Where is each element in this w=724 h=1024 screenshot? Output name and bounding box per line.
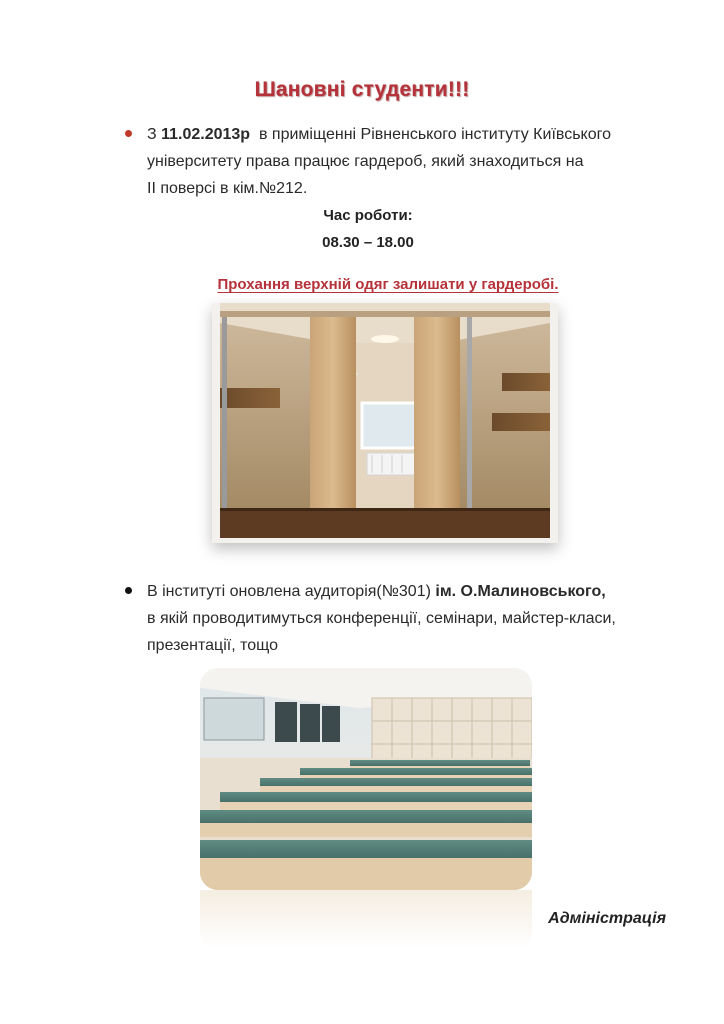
announcement-1-line-3: ІІ поверсі в кім.№212.: [147, 180, 308, 197]
auditorium-photo: [200, 668, 532, 890]
hours-label: Час роботи:: [323, 207, 413, 224]
announcement-1-line-1-rest: в приміщенні Рівненського інституту Київського: [250, 126, 611, 143]
announcement-2-line-1-start: В інституті оновлена аудиторія(№301): [147, 583, 436, 600]
announcement-1-prefix: З: [147, 126, 162, 143]
auditorium-photo-image: [200, 668, 532, 890]
announcement-2-line-2: в якій проводитимуться конференції, семінари, майстер-класи,: [147, 610, 616, 627]
announcement-2-line-3: презентації, тощо: [147, 637, 279, 654]
wardrobe-photo-image: [212, 303, 558, 543]
announcement-1-date: 11.02.2013р: [161, 126, 251, 143]
wardrobe-request: [0, 276, 724, 293]
bullet-1: [125, 130, 132, 137]
announcement-2-line-1: [147, 579, 687, 606]
announcement-2-line-1-bold: ім. О.Малиновського,: [435, 583, 606, 600]
page-title: Шановні студенти!!!: [254, 78, 470, 101]
announcement-1-line-1: [147, 122, 687, 149]
wardrobe-photo: [212, 303, 558, 543]
wardrobe-request-text: Прохання верхній одяг залишати у гардеробі.: [217, 276, 559, 293]
hours-value: 08.30 – 18.00: [322, 234, 414, 251]
announcement-1-line-2: університету права працює гардероб, який знаходиться на: [147, 153, 584, 170]
bullet-2: [125, 587, 132, 594]
signature: Адміністрація: [548, 910, 666, 927]
auditorium-photo-reflection: [200, 890, 532, 950]
